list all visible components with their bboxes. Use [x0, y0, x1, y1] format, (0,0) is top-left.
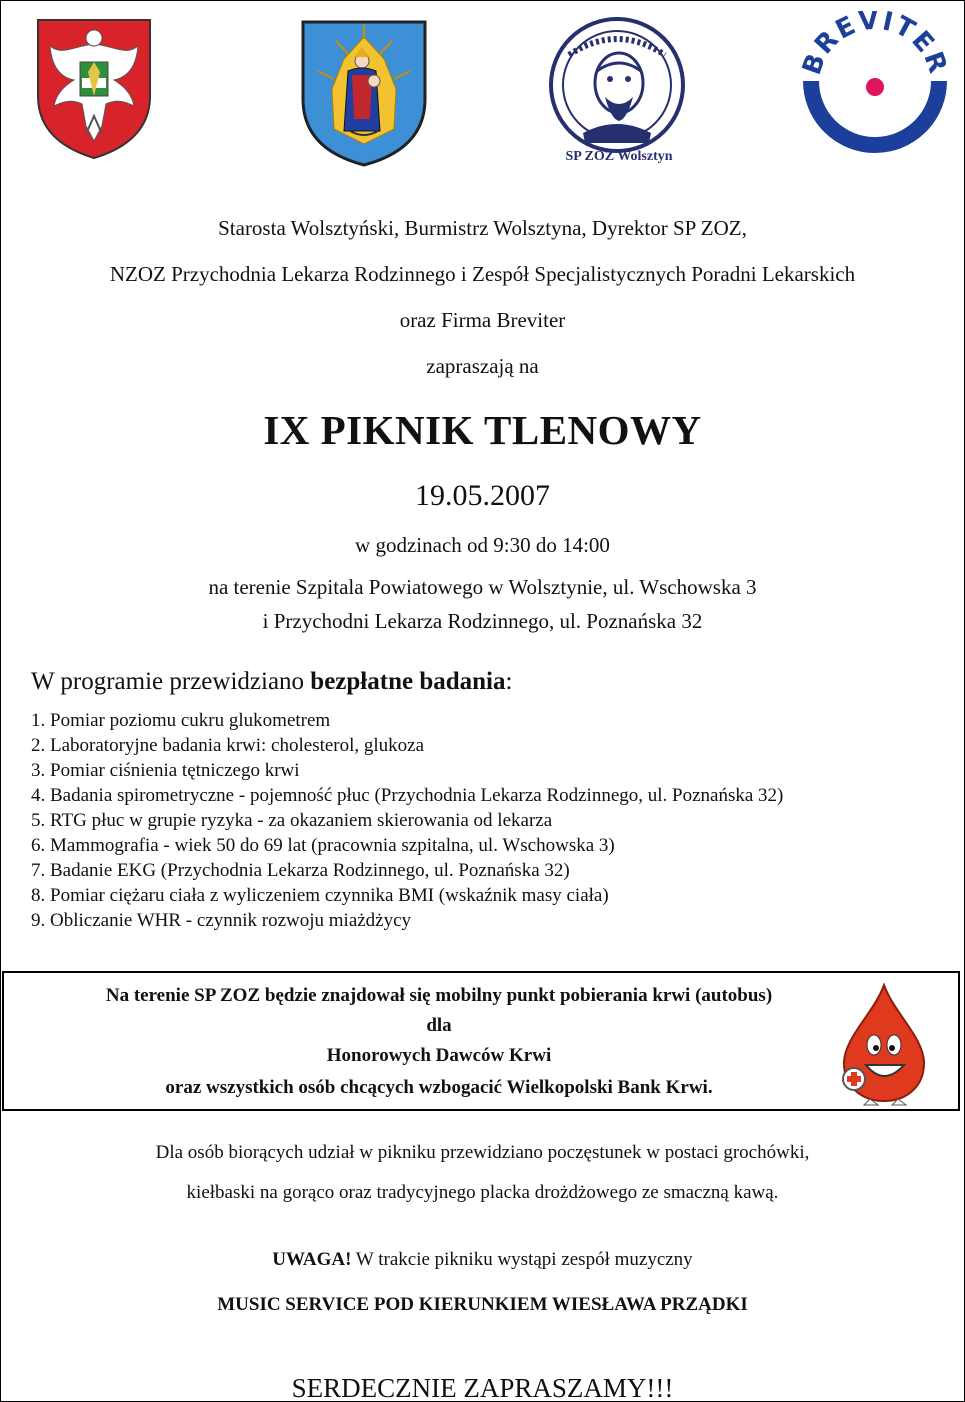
list-item: 2. Laboratoryjne badania krwi: cholesterol, glukoza [31, 735, 425, 756]
list-item: 4. Badania spirometryczne - pojemność płuc (Przychodnia Lekarza Rodzinnego, ul. Poznańska 32) [31, 785, 784, 806]
intro-line-3: oraz Firma Breviter [399, 308, 566, 332]
sp-zoz-label: SP ZOZ Wolsztyn [565, 149, 673, 164]
blood-box-line-1: Na terenie SP ZOZ będzie znajdował się mobilny punkt pobierania krwi (autobus) [105, 985, 773, 1006]
list-item: 6. Mammografia - wiek 50 do 69 lat (pracownia szpitalna, ul. Wschowska 3) [31, 835, 615, 856]
blood-donation-box [2, 971, 960, 1111]
program-lead-text: W programie przewidziano [31, 668, 311, 695]
event-hours: w godzinach od 9:30 do 14:00 [355, 533, 610, 557]
intro-line-4: zapraszają na [426, 354, 539, 378]
refreshments-line-1: Dla osób biorących udział w pikniku przewidziano poczęstunek w postaci grochówki, [155, 1142, 810, 1163]
program-lead-bold: bezpłatne badania [310, 668, 506, 695]
list-item: 7. Badanie EKG (Przychodnia Lekarza Rodzinnego, ul. Poznańska 32) [31, 860, 570, 881]
closing-invitation: SERDECZNIE ZAPRASZAMY!!! [291, 1373, 674, 1402]
blood-box-line-3: Honorowych Dawców Krwi [326, 1045, 552, 1066]
warning-label: UWAGA! [272, 1249, 352, 1270]
blood-drop-mascot-icon [834, 983, 934, 1112]
list-item: 8. Pomiar ciężaru ciała z wyliczeniem czynnika BMI (wskaźnik masy ciała) [31, 885, 609, 906]
svg-text:BREVITER: REVITE [809, 11, 941, 61]
breviter-logo-icon [801, 11, 949, 164]
list-item: 3. Pomiar ciśnienia tętniczego krwi [31, 760, 300, 781]
exam-list [31, 708, 783, 933]
list-item: 9. Obliczanie WHR - czynnik rozwoju miażdżycy [31, 910, 412, 931]
warning-text: W trakcie pikniku wystąpi zespół muzyczny [351, 1249, 693, 1270]
program-lead [31, 668, 512, 696]
blood-box-line-4: oraz wszystkich osób chcących wzbogacić Wielkopolski Bank Krwi. [165, 1077, 713, 1098]
event-place-line-1: na terenie Szpitala Powiatowego w Wolsztynie, ul. Wschowska 3 [208, 575, 757, 599]
refreshments-line-2: kiełbaski na gorąco oraz tradycyjnego placka drożdżowego ze smaczną kawą. [186, 1182, 779, 1203]
blood-box-line-2: dla [426, 1015, 452, 1036]
event-place-line-2: i Przychodni Lekarza Rodzinnego, ul. Poznańska 32 [262, 609, 703, 633]
intro-line-1: Starosta Wolsztyński, Burmistrz Wolsztyna, Dyrektor SP ZOZ, [218, 216, 747, 240]
event-date: 19.05.2007 [415, 479, 550, 512]
eagle-coat-of-arms-icon [34, 16, 154, 166]
list-item: 1. Pomiar poziomu cukru glukometrem [31, 710, 331, 731]
list-item: 5. RTG płuc w grupie ryzyka - za okazaniem skierowania od lekarza [31, 810, 553, 831]
music-warning [1, 1249, 964, 1271]
intro-line-2: NZOZ Przychodnia Lekarza Rodzinnego i Zespół Specjalistycznych Poradni Lekarskich [109, 262, 856, 286]
event-title: IX PIKNIK TLENOWY [263, 407, 702, 453]
madonna-coat-of-arms-icon [300, 19, 428, 172]
program-lead-end: : [505, 668, 513, 695]
band-name: MUSIC SERVICE POD KIERUNKIEM WIESŁAWA PRZĄDKI [217, 1294, 748, 1315]
